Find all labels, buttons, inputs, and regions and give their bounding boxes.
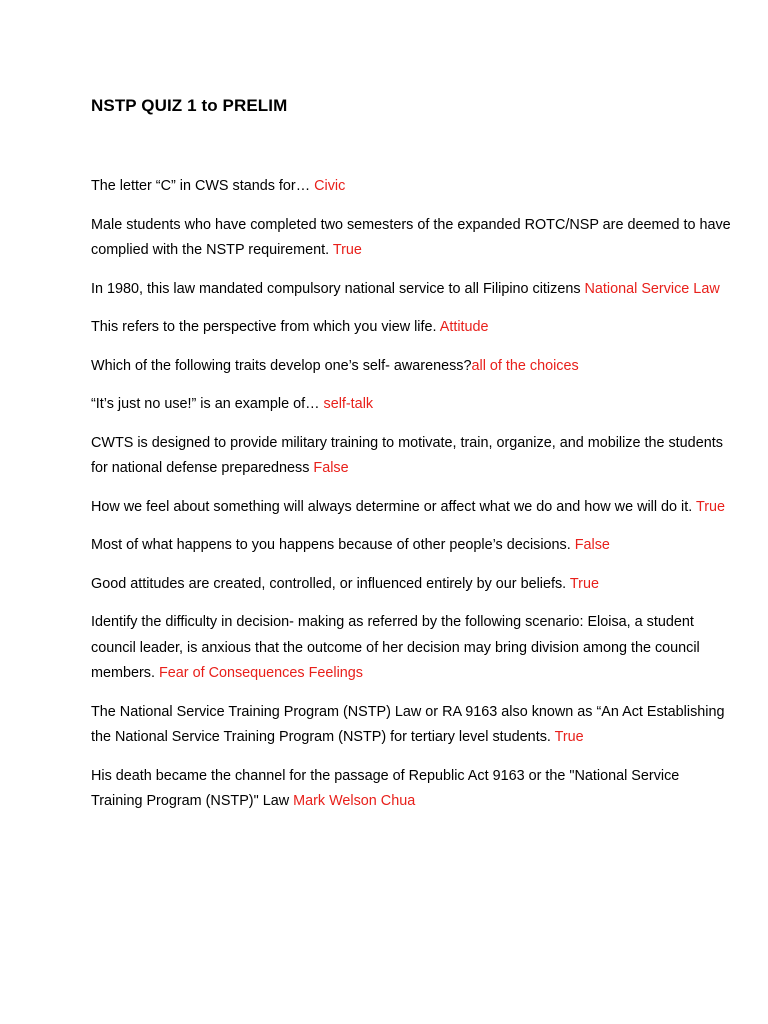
- page-title: NSTP QUIZ 1 to PRELIM: [91, 96, 288, 115]
- answer-text: Mark Welson Chua: [293, 793, 416, 809]
- qa-item: [91, 174, 731, 200]
- qa-item: [91, 315, 731, 341]
- question-text: “It’s just no use!” is an example of…: [91, 396, 324, 412]
- qa-item: [91, 610, 731, 687]
- answer-text: Civic: [314, 178, 346, 194]
- answer-text: National Service Law: [584, 280, 720, 297]
- question-text: The National Service Training Program (NSTP) Law or RA 9163 also known as “An Act Establishing the National Service Training Program (NSTP) for tertiary level students.: [91, 703, 725, 745]
- answer-text: True: [554, 729, 584, 745]
- question-text: Male students who have completed two semesters of the expanded ROTC/NSP are deemed to have complied with the NSTP requirement.: [91, 216, 731, 258]
- answer-text: False: [574, 537, 610, 553]
- question-text: Good attitudes are created, controlled, or influenced entirely by our beliefs.: [91, 575, 570, 592]
- question-text: CWTS is designed to provide military training to motivate, train, organize, and mobilize the students for national defense preparedness: [91, 434, 723, 476]
- qa-item: [91, 354, 731, 380]
- question-text: How we feel about something will always determine or affect what we do and how we will do it.: [91, 498, 696, 515]
- answer-text: Fear of Consequences Feelings: [158, 665, 363, 681]
- answer-text: all of the choices: [471, 357, 579, 374]
- answer-text: False: [313, 460, 349, 476]
- answer-text: True: [695, 498, 726, 515]
- question-text: Most of what happens to you happens because of other people’s decisions.: [91, 537, 575, 553]
- question-text: Identify the difficulty in decision- making as referred by the following scenario: Eloisa, a student council leader, is anxious that the outcome of her decision may bring division among the council members.: [91, 614, 700, 681]
- qa-list: [91, 174, 731, 828]
- qa-item: [91, 431, 731, 482]
- qa-item: [91, 700, 731, 751]
- answer-text: True: [569, 575, 599, 592]
- question-text: Which of the following traits develop one’s self- awareness?: [91, 357, 472, 374]
- question-text: His death became the channel for the passage of Republic Act 9163 or the "National Service Training Program (NSTP)" Law: [91, 767, 680, 809]
- question-text: In 1980, this law mandated compulsory national service to all Filipino citizens: [91, 280, 585, 297]
- question-text: This refers to the perspective from which you view life.: [91, 319, 440, 335]
- qa-item: [91, 572, 731, 598]
- qa-item: [91, 533, 731, 559]
- qa-item: [91, 213, 731, 264]
- qa-item: [91, 277, 731, 303]
- question-text: The letter “C” in CWS stands for…: [91, 178, 315, 194]
- qa-item: [91, 495, 731, 521]
- answer-text: True: [332, 242, 362, 258]
- qa-item: [91, 764, 731, 815]
- qa-item: [91, 392, 731, 418]
- answer-text: self-talk: [323, 396, 374, 412]
- answer-text: Attitude: [439, 319, 489, 335]
